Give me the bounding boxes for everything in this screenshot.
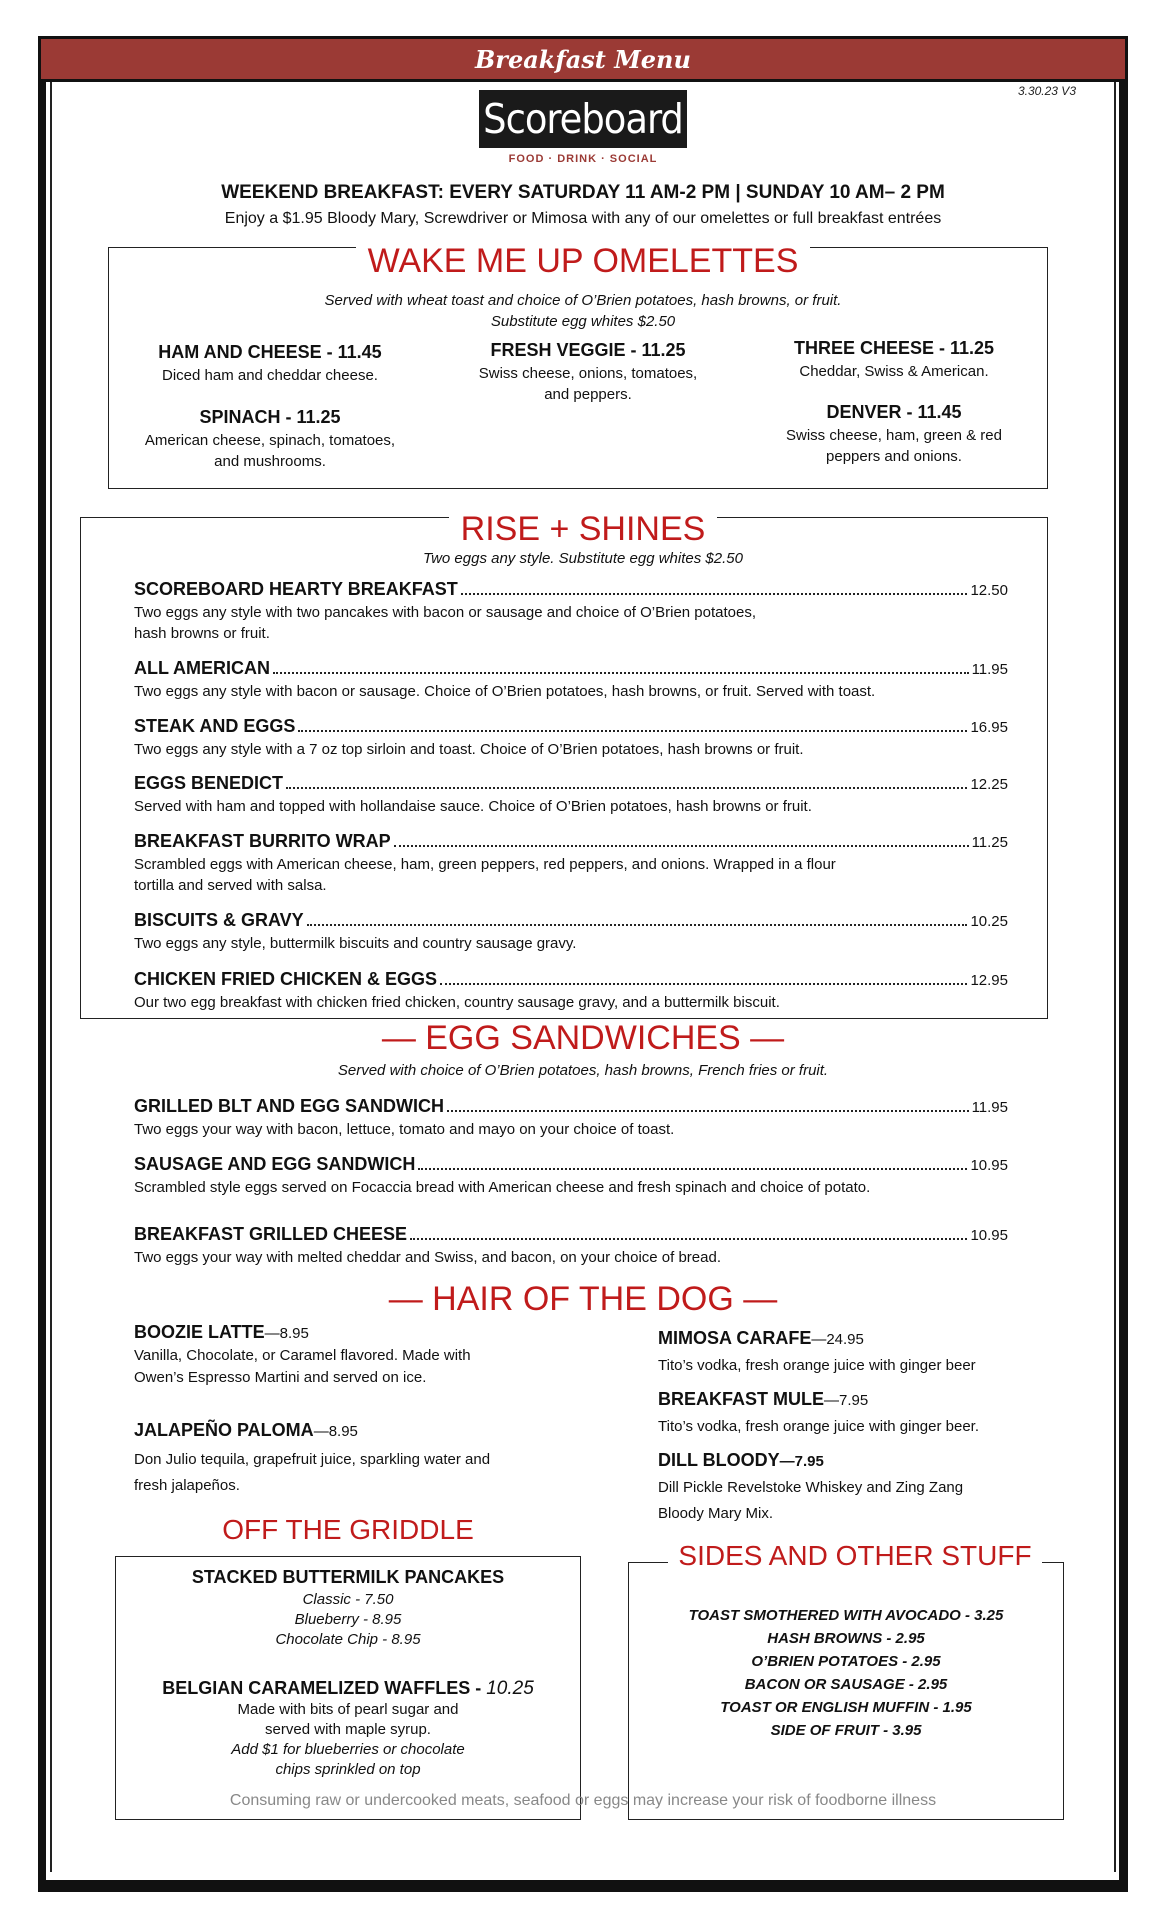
drink-desc: Vanilla, Chocolate, or Caramel flavored. Made with xyxy=(134,1347,471,1364)
item-name: BISCUITS & GRAVY xyxy=(134,910,304,930)
leader-dots xyxy=(286,787,967,789)
omelette-desc: Diced ham and cheddar cheese. xyxy=(162,367,378,384)
menu-item xyxy=(134,579,1008,644)
item-desc: Two eggs any style with a 7 oz top sirloin and toast. Choice of O’Brien potatoes, hash browns or fruit. xyxy=(134,741,804,758)
drink-name: MIMOSA CARAFE xyxy=(658,1328,812,1348)
item-price: 10.95 xyxy=(970,1157,1008,1174)
egg-sandwiches-subtitle: Served with choice of O’Brien potatoes, hash browns, French fries or fruit. xyxy=(337,1062,829,1079)
menu-item xyxy=(134,1096,1008,1140)
omelettes-subtitle: Served with wheat toast and choice of O’Brien potatoes, hash browns, or fruit. xyxy=(324,292,842,309)
drink-price: —8.95 xyxy=(313,1423,358,1440)
menu-item xyxy=(134,1224,1008,1268)
sides-list xyxy=(628,1604,1064,1742)
drink-item xyxy=(658,1450,1078,1527)
item-price: 16.95 xyxy=(970,719,1008,736)
omelette-desc: Cheddar, Swiss & American. xyxy=(799,363,989,380)
leader-dots xyxy=(394,845,969,847)
waffles-desc: Made with bits of pearl sugar and xyxy=(237,1701,459,1718)
leader-dots xyxy=(418,1168,967,1170)
menu-item xyxy=(134,831,1008,896)
item-desc: Served with ham and topped with hollandaise sauce. Choice of O’Brien potatoes, hash browns or fruit. xyxy=(134,798,812,815)
leader-dots xyxy=(273,672,969,674)
logo-tagline: FOOD · DRINK · SOCIAL xyxy=(508,153,658,165)
item-name: CHICKEN FRIED CHICKEN & EGGS xyxy=(134,969,438,989)
omelette-desc: peppers and onions. xyxy=(826,448,962,465)
band-title: Breakfast Menu xyxy=(475,45,691,74)
drink-desc: Bloody Mary Mix. xyxy=(658,1505,774,1522)
pancakes-item xyxy=(115,1567,581,1650)
waffles-item xyxy=(115,1678,581,1780)
drink-item xyxy=(658,1328,1078,1379)
omelette-item xyxy=(120,407,420,472)
item-price: 12.95 xyxy=(970,972,1008,989)
leader-dots xyxy=(307,924,968,926)
item-price: 11.25 xyxy=(971,834,1008,851)
pancake-option: Blueberry - 8.95 xyxy=(294,1611,402,1628)
food-safety-warning: Consuming raw or undercooked meats, seafood or eggs may increase your risk of foodborne illness xyxy=(229,1792,937,1809)
egg-sandwiches-title: — EGG SANDWICHES — xyxy=(0,1019,1166,1058)
omelette-item xyxy=(120,342,420,386)
side-item: TOAST OR ENGLISH MUFFIN - 1.95 xyxy=(720,1699,972,1716)
menu-item xyxy=(134,716,1008,760)
item-desc: Two eggs any style, buttermilk biscuits and country sausage gravy. xyxy=(134,935,577,952)
menu-item xyxy=(134,910,1008,954)
waffles-name: BELGIAN CARAMELIZED WAFFLES - xyxy=(162,1678,487,1698)
drink-price: —7.95 xyxy=(824,1392,869,1409)
waffles-desc: served with maple syrup. xyxy=(265,1721,431,1738)
pancake-option: Chocolate Chip - 8.95 xyxy=(275,1631,421,1648)
side-item: BACON OR SAUSAGE - 2.95 xyxy=(744,1676,948,1693)
omelette-desc: Swiss cheese, ham, green & red xyxy=(786,427,1002,444)
item-price: 11.95 xyxy=(971,1099,1008,1116)
item-desc: tortilla and served with salsa. xyxy=(134,877,327,894)
leader-dots xyxy=(410,1238,967,1240)
omelette-name: HAM AND CHEESE - 11.45 xyxy=(158,342,382,362)
omelette-item xyxy=(744,338,1044,382)
sides-title: SIDES AND OTHER STUFF xyxy=(640,1540,1070,1572)
header-band xyxy=(38,36,1128,82)
waffles-note: chips sprinkled on top xyxy=(275,1761,421,1778)
item-desc: Two eggs your way with melted cheddar and Swiss, and bacon, on your choice of bread. xyxy=(134,1249,721,1266)
menu-item xyxy=(134,969,1008,1013)
omelettes-title: WAKE ME UP OMELETTES xyxy=(0,242,1166,281)
leader-dots xyxy=(298,730,967,732)
drink-price: —7.95 xyxy=(779,1453,824,1470)
leader-dots xyxy=(447,1110,969,1112)
item-price: 10.95 xyxy=(970,1227,1008,1244)
item-desc: Two eggs your way with bacon, lettuce, tomato and mayo on your choice of toast. xyxy=(134,1121,675,1138)
menu-item xyxy=(134,658,1008,702)
pancakes-name: STACKED BUTTERMILK PANCAKES xyxy=(191,1567,505,1587)
leader-dots xyxy=(440,983,967,985)
drink-desc: fresh jalapeños. xyxy=(134,1477,240,1494)
side-item: SIDE OF FRUIT - 3.95 xyxy=(770,1722,922,1739)
drink-name: BREAKFAST MULE xyxy=(658,1389,824,1409)
item-name: GRILLED BLT AND EGG SANDWICH xyxy=(134,1096,444,1116)
drink-price: —24.95 xyxy=(811,1331,864,1348)
omelette-item xyxy=(744,402,1044,467)
rise-shines-title: RISE + SHINES xyxy=(0,510,1166,549)
item-price: 12.50 xyxy=(970,582,1008,599)
item-price: 11.95 xyxy=(971,661,1008,678)
drink-price: —8.95 xyxy=(264,1325,309,1342)
item-desc: Two eggs any style with bacon or sausage. Choice of O’Brien potatoes, hash browns, or fruit. Served with toast. xyxy=(134,683,876,700)
drink-desc: Owen’s Espresso Martini and served on ice. xyxy=(134,1369,427,1386)
version-label: 3.30.23 V3 xyxy=(1017,84,1076,98)
drink-desc: Tito’s vodka, fresh orange juice with ginger beer xyxy=(658,1357,976,1374)
hair-of-the-dog-title: — HAIR OF THE DOG — xyxy=(0,1280,1166,1319)
menu-item xyxy=(134,773,1008,817)
item-desc: Scrambled eggs with American cheese, ham, green peppers, red peppers, and onions. Wrapped in a flour xyxy=(134,856,836,873)
griddle-title: OFF THE GRIDDLE xyxy=(115,1514,581,1546)
item-name: BREAKFAST BURRITO WRAP xyxy=(134,831,391,851)
pancake-option: Classic - 7.50 xyxy=(302,1591,394,1608)
waffles-price: 10.25 xyxy=(486,1678,534,1699)
drink-desc: Tito’s vodka, fresh orange juice with ginger beer. xyxy=(658,1418,980,1435)
side-item: TOAST SMOTHERED WITH AVOCADO - 3.25 xyxy=(688,1607,1004,1624)
waffles-note: Add $1 for blueberries or chocolate xyxy=(231,1741,465,1758)
item-name: STEAK AND EGGS xyxy=(134,716,296,736)
omelette-desc: Swiss cheese, onions, tomatoes, xyxy=(478,365,698,382)
drink-name: JALAPEÑO PALOMA xyxy=(134,1420,314,1440)
omelettes-egg-whites: Substitute egg whites $2.50 xyxy=(490,313,676,330)
drink-item xyxy=(134,1420,574,1499)
omelette-name: FRESH VEGGIE - 11.25 xyxy=(490,340,686,360)
item-name: BREAKFAST GRILLED CHEESE xyxy=(134,1224,408,1244)
drink-desc: Don Julio tequila, grapefruit juice, sparkling water and xyxy=(134,1451,491,1468)
scoreboard-logo xyxy=(479,90,687,148)
omelette-desc: and peppers. xyxy=(544,386,632,403)
omelette-item xyxy=(438,340,738,405)
drink-item xyxy=(658,1389,1078,1440)
omelette-name: SPINACH - 11.25 xyxy=(199,407,341,427)
item-price: 10.25 xyxy=(970,913,1008,930)
menu-item xyxy=(134,1154,1008,1198)
item-desc: Scrambled style eggs served on Focaccia bread with American cheese and fresh spinach and choice of potato. xyxy=(134,1179,871,1196)
weekend-hours: WEEKEND BREAKFAST: EVERY SATURDAY 11 AM-2 PM | SUNDAY 10 AM– 2 PM xyxy=(221,182,945,203)
drink-item xyxy=(134,1322,574,1389)
item-name: EGGS BENEDICT xyxy=(134,773,284,793)
item-desc: Our two egg breakfast with chicken fried chicken, country sausage gravy, and a buttermilk biscuit. xyxy=(134,994,780,1011)
item-desc: Two eggs any style with two pancakes with bacon or sausage and choice of O’Brien potatoes, xyxy=(134,604,757,621)
logo-text: Scoreboard xyxy=(483,95,683,143)
omelette-desc: American cheese, spinach, tomatoes, xyxy=(144,432,396,449)
item-price: 12.25 xyxy=(970,776,1008,793)
leader-dots xyxy=(461,593,968,595)
item-name: SAUSAGE AND EGG SANDWICH xyxy=(134,1154,416,1174)
side-item: HASH BROWNS - 2.95 xyxy=(767,1630,925,1647)
drink-name: DILL BLOODY xyxy=(658,1450,780,1470)
drink-name: BOOZIE LATTE xyxy=(134,1322,265,1342)
promo-text: Enjoy a $1.95 Bloody Mary, Screwdriver or Mimosa with any of our omelettes or full breakfast entrées xyxy=(224,210,942,227)
item-name: SCOREBOARD HEARTY BREAKFAST xyxy=(134,579,458,599)
omelette-desc: and mushrooms. xyxy=(214,453,326,470)
omelette-name: THREE CHEESE - 11.25 xyxy=(793,338,995,358)
drink-desc: Dill Pickle Revelstoke Whiskey and Zing Zang xyxy=(658,1479,964,1496)
side-item: O’BRIEN POTATOES - 2.95 xyxy=(751,1653,941,1670)
rise-shines-subtitle: Two eggs any style. Substitute egg whites $2.50 xyxy=(423,550,743,567)
item-desc: hash browns or fruit. xyxy=(134,625,270,642)
omelette-name: DENVER - 11.45 xyxy=(826,402,962,422)
item-name: ALL AMERICAN xyxy=(134,658,270,678)
